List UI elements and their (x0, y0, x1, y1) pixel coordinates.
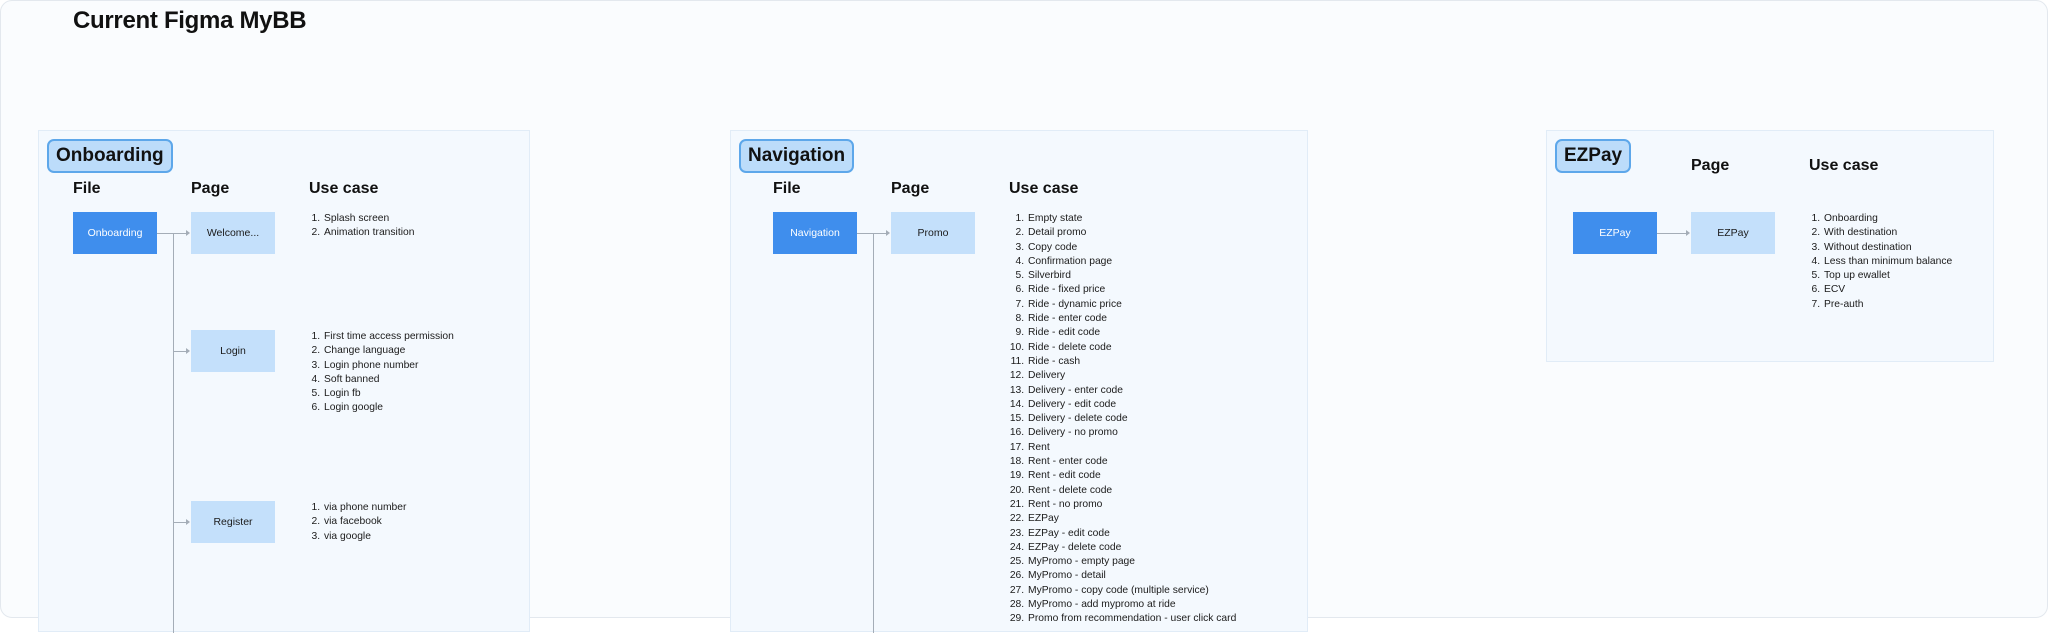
use-case-item: 15. Delivery - delete code (1027, 412, 1236, 426)
use-case-item: 6. Ride - fixed price (1027, 283, 1236, 297)
use-case-item: 25. MyPromo - empty page (1027, 555, 1236, 569)
connector-trunk (873, 233, 874, 633)
use-case-item: 1. via phone number (323, 501, 406, 515)
onboarding-section-tag[interactable]: Onboarding (47, 139, 173, 173)
use-case-item: 1. Empty state (1027, 212, 1236, 226)
use-case-item: 3. Without destination (1823, 241, 1952, 255)
use-case-item: 17. Rent (1027, 441, 1236, 455)
use-case-item: 16. Delivery - no promo (1027, 426, 1236, 440)
connector-line (157, 233, 187, 234)
use-case-list-welcome (309, 212, 414, 241)
connector-line (173, 351, 187, 352)
use-case-item: 2. via facebook (323, 515, 406, 529)
use-case-item: 3. Copy code (1027, 241, 1236, 255)
connector-line (173, 522, 187, 523)
use-case-item: 9. Ride - edit code (1027, 326, 1236, 340)
use-case-item: 3. Login phone number (323, 359, 454, 373)
use-case-item: 21. Rent - no promo (1027, 498, 1236, 512)
use-case-column-header: Use case (1809, 157, 1879, 174)
use-case-item: 5. Login fb (323, 387, 454, 401)
use-case-list-login (309, 330, 454, 416)
onboarding-section[interactable] (38, 130, 530, 632)
use-case-list-promo (1009, 212, 1236, 627)
use-case-item: 29. Promo from recommendation - user click card (1027, 612, 1236, 626)
use-case-item: 1. Splash screen (323, 212, 414, 226)
page-box-register[interactable]: Register (191, 501, 275, 543)
file-box-ezpay[interactable]: EZPay (1573, 212, 1657, 254)
use-case-item: 6. Login google (323, 401, 454, 415)
use-case-list-register (309, 501, 406, 544)
use-case-item: 10. Ride - delete code (1027, 341, 1236, 355)
page-box-welcome[interactable]: Welcome... (191, 212, 275, 254)
use-case-item: 24. EZPay - delete code (1027, 541, 1236, 555)
use-case-item: 5. Top up ewallet (1823, 269, 1952, 283)
ezpay-section-tag[interactable]: EZPay (1555, 139, 1631, 173)
file-column-header: File (73, 180, 101, 197)
page-title: Current Figma MyBB (73, 7, 307, 34)
use-case-item: 3. via google (323, 530, 406, 544)
use-case-item: 2. With destination (1823, 226, 1952, 240)
page-column-header: Page (891, 180, 930, 197)
page-column-header: Page (191, 180, 230, 197)
use-case-item: 19. Rent - edit code (1027, 469, 1236, 483)
use-case-item: 4. Less than minimum balance (1823, 255, 1952, 269)
use-case-item: 4. Soft banned (323, 373, 454, 387)
connector-line (857, 233, 887, 234)
use-case-item: 14. Delivery - edit code (1027, 398, 1236, 412)
use-case-item: 2. Animation transition (323, 226, 414, 240)
page-box-ezpay[interactable]: EZPay (1691, 212, 1775, 254)
use-case-item: 7. Pre-auth (1823, 298, 1952, 312)
use-case-list-ezpay (1809, 212, 1952, 312)
file-box-navigation[interactable]: Navigation (773, 212, 857, 254)
page-box-promo[interactable]: Promo (891, 212, 975, 254)
use-case-column-header: Use case (309, 180, 379, 197)
connector-line (1657, 233, 1687, 234)
use-case-item: 12. Delivery (1027, 369, 1236, 383)
navigation-section-tag[interactable]: Navigation (739, 139, 854, 173)
use-case-item: 11. Ride - cash (1027, 355, 1236, 369)
use-case-item: 1. First time access permission (323, 330, 454, 344)
use-case-item: 27. MyPromo - copy code (multiple service) (1027, 584, 1236, 598)
use-case-item: 2. Detail promo (1027, 226, 1236, 240)
connector-arrowhead (1686, 230, 1690, 236)
connector-arrowhead (186, 230, 190, 236)
page-column-header: Page (1691, 157, 1730, 174)
ezpay-section[interactable] (1546, 130, 1994, 362)
connector-arrowhead (186, 519, 190, 525)
use-case-item: 2. Change language (323, 344, 454, 358)
use-case-item: 1. Onboarding (1823, 212, 1952, 226)
connector-trunk (173, 233, 174, 633)
use-case-item: 20. Rent - delete code (1027, 484, 1236, 498)
file-column-header: File (773, 180, 801, 197)
use-case-item: 18. Rent - enter code (1027, 455, 1236, 469)
use-case-item: 6. ECV (1823, 283, 1952, 297)
use-case-item: 13. Delivery - enter code (1027, 384, 1236, 398)
navigation-section[interactable] (730, 130, 1308, 632)
use-case-item: 22. EZPay (1027, 512, 1236, 526)
connector-arrowhead (186, 348, 190, 354)
use-case-item: 28. MyPromo - add mypromo at ride (1027, 598, 1236, 612)
connector-arrowhead (886, 230, 890, 236)
use-case-item: 7. Ride - dynamic price (1027, 298, 1236, 312)
use-case-column-header: Use case (1009, 180, 1079, 197)
use-case-item: 8. Ride - enter code (1027, 312, 1236, 326)
file-box-onboarding[interactable]: Onboarding (73, 212, 157, 254)
use-case-item: 5. Silverbird (1027, 269, 1236, 283)
use-case-item: 4. Confirmation page (1027, 255, 1236, 269)
page-box-login[interactable]: Login (191, 330, 275, 372)
use-case-item: 26. MyPromo - detail (1027, 569, 1236, 583)
use-case-item: 23. EZPay - edit code (1027, 527, 1236, 541)
